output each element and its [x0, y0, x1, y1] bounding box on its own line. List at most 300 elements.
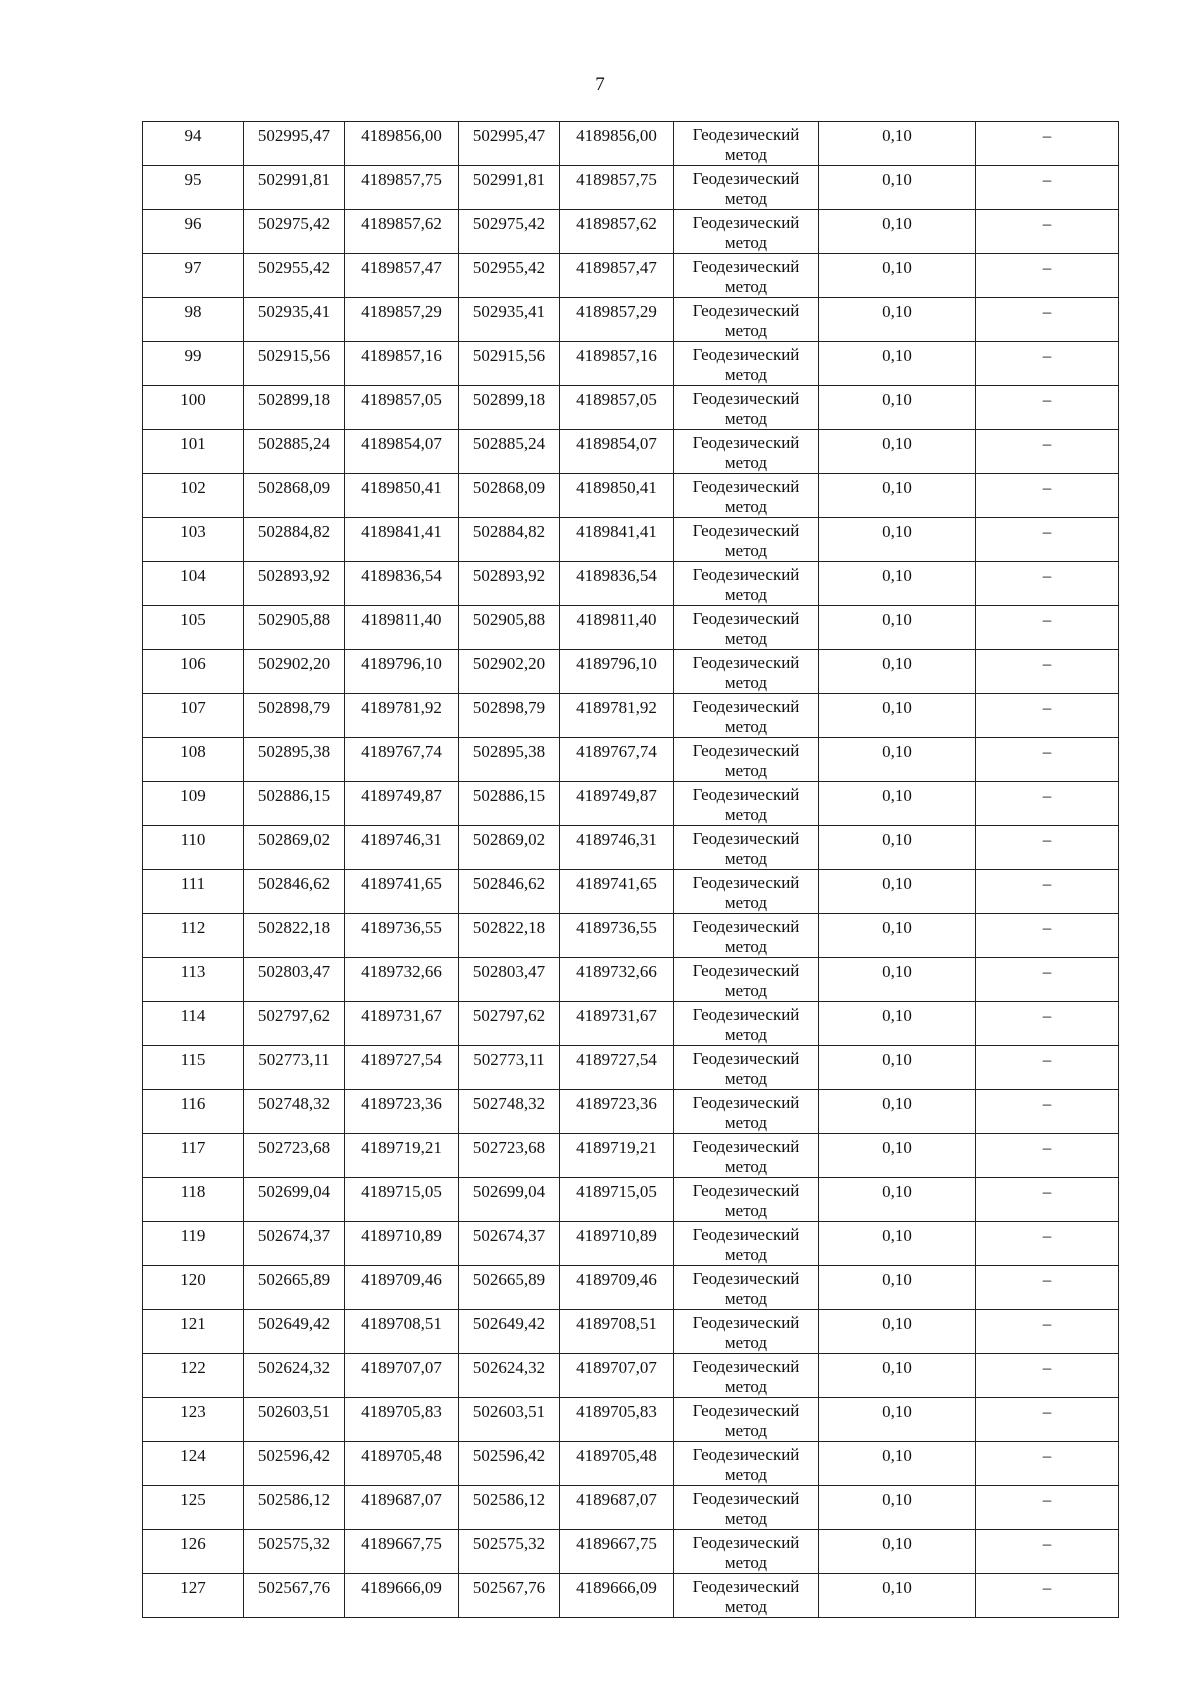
x-refined-cell: 502868,09 [459, 474, 560, 518]
y-refined-cell: 4189667,75 [560, 1530, 674, 1574]
x-existing-cell: 502898,79 [244, 694, 345, 738]
table-row [143, 1486, 1119, 1530]
description-cell: – [976, 1002, 1119, 1046]
y-existing-cell: 4189857,05 [345, 386, 459, 430]
method-line-1: Геодезический [692, 1181, 800, 1200]
method-line-2: метод [724, 629, 768, 648]
method-cell [674, 958, 819, 1002]
point-number-cell: 108 [143, 738, 244, 782]
point-number-cell: 122 [143, 1354, 244, 1398]
accuracy-cell: 0,10 [819, 342, 976, 386]
method-line-2: метод [724, 937, 768, 956]
accuracy-cell: 0,10 [819, 958, 976, 1002]
y-refined-cell: 4189856,00 [560, 122, 674, 166]
method-cell [674, 254, 819, 298]
y-refined-cell: 4189719,21 [560, 1134, 674, 1178]
point-number-cell: 96 [143, 210, 244, 254]
x-existing-cell: 502699,04 [244, 1178, 345, 1222]
method-line-1: Геодезический [692, 1445, 800, 1464]
accuracy-cell: 0,10 [819, 1530, 976, 1574]
method-line-1: Геодезический [692, 1357, 800, 1376]
method-line-2: метод [724, 145, 768, 164]
y-existing-cell: 4189857,29 [345, 298, 459, 342]
y-refined-cell: 4189746,31 [560, 826, 674, 870]
method-line-2: метод [724, 453, 768, 472]
accuracy-cell: 0,10 [819, 650, 976, 694]
description-cell: – [976, 254, 1119, 298]
x-refined-cell: 502884,82 [459, 518, 560, 562]
method-line-2: метод [724, 981, 768, 1000]
x-existing-cell: 502955,42 [244, 254, 345, 298]
method-line-1: Геодезический [692, 169, 800, 188]
y-refined-cell: 4189857,05 [560, 386, 674, 430]
y-existing-cell: 4189667,75 [345, 1530, 459, 1574]
accuracy-cell: 0,10 [819, 1486, 976, 1530]
point-number-cell: 104 [143, 562, 244, 606]
x-refined-cell: 502991,81 [459, 166, 560, 210]
method-line-2: метод [724, 893, 768, 912]
method-line-2: метод [724, 1421, 768, 1440]
table-row [143, 1134, 1119, 1178]
method-cell [674, 1486, 819, 1530]
method-cell [674, 1002, 819, 1046]
table-row [143, 1266, 1119, 1310]
method-line-2: метод [724, 365, 768, 384]
method-line-2: метод [724, 321, 768, 340]
y-refined-cell: 4189705,83 [560, 1398, 674, 1442]
x-existing-cell: 502905,88 [244, 606, 345, 650]
x-existing-cell: 502991,81 [244, 166, 345, 210]
method-cell [674, 1354, 819, 1398]
method-line-1: Геодезический [692, 1093, 800, 1112]
method-line-1: Геодезический [692, 741, 800, 760]
method-line-2: метод [724, 1509, 768, 1528]
y-refined-cell: 4189736,55 [560, 914, 674, 958]
method-line-2: метод [724, 761, 768, 780]
y-existing-cell: 4189741,65 [345, 870, 459, 914]
description-cell: – [976, 1178, 1119, 1222]
table-row [143, 430, 1119, 474]
table-row [143, 1354, 1119, 1398]
x-refined-cell: 502915,56 [459, 342, 560, 386]
method-cell [674, 650, 819, 694]
x-existing-cell: 502893,92 [244, 562, 345, 606]
table-row [143, 386, 1119, 430]
x-refined-cell: 502603,51 [459, 1398, 560, 1442]
table-row [143, 210, 1119, 254]
description-cell: – [976, 1442, 1119, 1486]
y-refined-cell: 4189710,89 [560, 1222, 674, 1266]
y-existing-cell: 4189746,31 [345, 826, 459, 870]
x-refined-cell: 502886,15 [459, 782, 560, 826]
method-cell [674, 342, 819, 386]
x-refined-cell: 502898,79 [459, 694, 560, 738]
x-existing-cell: 502723,68 [244, 1134, 345, 1178]
method-cell [674, 738, 819, 782]
x-existing-cell: 502822,18 [244, 914, 345, 958]
coordinates-table [142, 121, 1119, 1618]
y-existing-cell: 4189749,87 [345, 782, 459, 826]
table-row [143, 342, 1119, 386]
method-cell [674, 1530, 819, 1574]
y-existing-cell: 4189854,07 [345, 430, 459, 474]
x-existing-cell: 502674,37 [244, 1222, 345, 1266]
method-line-1: Геодезический [692, 301, 800, 320]
x-existing-cell: 502649,42 [244, 1310, 345, 1354]
description-cell: – [976, 1354, 1119, 1398]
y-refined-cell: 4189850,41 [560, 474, 674, 518]
y-existing-cell: 4189857,47 [345, 254, 459, 298]
table-row [143, 1178, 1119, 1222]
description-cell: – [976, 782, 1119, 826]
description-cell: – [976, 166, 1119, 210]
point-number-cell: 99 [143, 342, 244, 386]
x-existing-cell: 502773,11 [244, 1046, 345, 1090]
point-number-cell: 117 [143, 1134, 244, 1178]
method-line-2: метод [724, 1553, 768, 1572]
description-cell: – [976, 386, 1119, 430]
x-existing-cell: 502995,47 [244, 122, 345, 166]
y-refined-cell: 4189767,74 [560, 738, 674, 782]
table-row [143, 1310, 1119, 1354]
table-row [143, 1398, 1119, 1442]
y-refined-cell: 4189836,54 [560, 562, 674, 606]
method-cell [674, 1134, 819, 1178]
x-refined-cell: 502935,41 [459, 298, 560, 342]
y-existing-cell: 4189732,66 [345, 958, 459, 1002]
y-existing-cell: 4189731,67 [345, 1002, 459, 1046]
method-line-2: метод [724, 849, 768, 868]
method-line-2: метод [724, 409, 768, 428]
accuracy-cell: 0,10 [819, 430, 976, 474]
x-refined-cell: 502899,18 [459, 386, 560, 430]
method-line-2: метод [724, 1069, 768, 1088]
method-cell [674, 1178, 819, 1222]
accuracy-cell: 0,10 [819, 870, 976, 914]
description-cell: – [976, 1574, 1119, 1618]
description-cell: – [976, 1046, 1119, 1090]
method-cell [674, 1574, 819, 1618]
method-line-1: Геодезический [692, 917, 800, 936]
method-cell [674, 1090, 819, 1134]
y-existing-cell: 4189723,36 [345, 1090, 459, 1134]
y-refined-cell: 4189857,62 [560, 210, 674, 254]
description-cell: – [976, 342, 1119, 386]
method-line-1: Геодезический [692, 961, 800, 980]
y-existing-cell: 4189708,51 [345, 1310, 459, 1354]
accuracy-cell: 0,10 [819, 1046, 976, 1090]
point-number-cell: 97 [143, 254, 244, 298]
table-row [143, 1574, 1119, 1618]
x-refined-cell: 502893,92 [459, 562, 560, 606]
method-line-2: метод [724, 189, 768, 208]
method-cell [674, 1398, 819, 1442]
table-row [143, 166, 1119, 210]
x-existing-cell: 502869,02 [244, 826, 345, 870]
point-number-cell: 102 [143, 474, 244, 518]
method-cell [674, 782, 819, 826]
x-existing-cell: 502803,47 [244, 958, 345, 1002]
y-refined-cell: 4189857,16 [560, 342, 674, 386]
y-existing-cell: 4189736,55 [345, 914, 459, 958]
table-row [143, 870, 1119, 914]
y-existing-cell: 4189781,92 [345, 694, 459, 738]
point-number-cell: 123 [143, 1398, 244, 1442]
point-number-cell: 109 [143, 782, 244, 826]
description-cell: – [976, 518, 1119, 562]
y-refined-cell: 4189731,67 [560, 1002, 674, 1046]
accuracy-cell: 0,10 [819, 1002, 976, 1046]
method-line-1: Геодезический [692, 1269, 800, 1288]
point-number-cell: 120 [143, 1266, 244, 1310]
point-number-cell: 103 [143, 518, 244, 562]
y-existing-cell: 4189856,00 [345, 122, 459, 166]
y-refined-cell: 4189723,36 [560, 1090, 674, 1134]
method-line-1: Геодезический [692, 125, 800, 144]
description-cell: – [976, 1486, 1119, 1530]
x-refined-cell: 502885,24 [459, 430, 560, 474]
y-refined-cell: 4189715,05 [560, 1178, 674, 1222]
x-existing-cell: 502895,38 [244, 738, 345, 782]
table-row [143, 826, 1119, 870]
y-refined-cell: 4189781,92 [560, 694, 674, 738]
x-refined-cell: 502586,12 [459, 1486, 560, 1530]
method-line-2: метод [724, 1025, 768, 1044]
accuracy-cell: 0,10 [819, 386, 976, 430]
y-refined-cell: 4189749,87 [560, 782, 674, 826]
y-refined-cell: 4189796,10 [560, 650, 674, 694]
method-line-2: метод [724, 1245, 768, 1264]
method-line-1: Геодезический [692, 1225, 800, 1244]
y-refined-cell: 4189687,07 [560, 1486, 674, 1530]
method-cell [674, 1310, 819, 1354]
x-existing-cell: 502748,32 [244, 1090, 345, 1134]
x-refined-cell: 502902,20 [459, 650, 560, 694]
point-number-cell: 115 [143, 1046, 244, 1090]
point-number-cell: 119 [143, 1222, 244, 1266]
table-row [143, 1222, 1119, 1266]
point-number-cell: 127 [143, 1574, 244, 1618]
y-refined-cell: 4189707,07 [560, 1354, 674, 1398]
y-existing-cell: 4189857,75 [345, 166, 459, 210]
description-cell: – [976, 1090, 1119, 1134]
method-line-1: Геодезический [692, 257, 800, 276]
y-refined-cell: 4189709,46 [560, 1266, 674, 1310]
x-refined-cell: 502665,89 [459, 1266, 560, 1310]
x-existing-cell: 502846,62 [244, 870, 345, 914]
accuracy-cell: 0,10 [819, 298, 976, 342]
y-existing-cell: 4189719,21 [345, 1134, 459, 1178]
x-existing-cell: 502885,24 [244, 430, 345, 474]
method-line-1: Геодезический [692, 1577, 800, 1596]
accuracy-cell: 0,10 [819, 518, 976, 562]
method-cell [674, 1266, 819, 1310]
point-number-cell: 111 [143, 870, 244, 914]
x-existing-cell: 502868,09 [244, 474, 345, 518]
description-cell: – [976, 1398, 1119, 1442]
accuracy-cell: 0,10 [819, 1222, 976, 1266]
description-cell: – [976, 606, 1119, 650]
method-cell [674, 1222, 819, 1266]
method-line-1: Геодезический [692, 521, 800, 540]
y-refined-cell: 4189854,07 [560, 430, 674, 474]
y-existing-cell: 4189709,46 [345, 1266, 459, 1310]
x-existing-cell: 502935,41 [244, 298, 345, 342]
x-refined-cell: 502748,32 [459, 1090, 560, 1134]
x-existing-cell: 502603,51 [244, 1398, 345, 1442]
y-existing-cell: 4189687,07 [345, 1486, 459, 1530]
method-cell [674, 298, 819, 342]
x-existing-cell: 502624,32 [244, 1354, 345, 1398]
method-line-1: Геодезический [692, 1489, 800, 1508]
method-line-2: метод [724, 805, 768, 824]
point-number-cell: 118 [143, 1178, 244, 1222]
method-cell [674, 386, 819, 430]
y-refined-cell: 4189741,65 [560, 870, 674, 914]
accuracy-cell: 0,10 [819, 914, 976, 958]
x-existing-cell: 502596,42 [244, 1442, 345, 1486]
table-row [143, 474, 1119, 518]
method-cell [674, 474, 819, 518]
accuracy-cell: 0,10 [819, 1134, 976, 1178]
method-cell [674, 430, 819, 474]
accuracy-cell: 0,10 [819, 1310, 976, 1354]
method-line-1: Геодезический [692, 433, 800, 452]
y-existing-cell: 4189715,05 [345, 1178, 459, 1222]
x-refined-cell: 502955,42 [459, 254, 560, 298]
x-existing-cell: 502884,82 [244, 518, 345, 562]
y-refined-cell: 4189857,75 [560, 166, 674, 210]
description-cell: – [976, 650, 1119, 694]
accuracy-cell: 0,10 [819, 1090, 976, 1134]
method-cell [674, 122, 819, 166]
point-number-cell: 107 [143, 694, 244, 738]
method-line-1: Геодезический [692, 1137, 800, 1156]
description-cell: – [976, 694, 1119, 738]
y-existing-cell: 4189857,62 [345, 210, 459, 254]
x-refined-cell: 502803,47 [459, 958, 560, 1002]
description-cell: – [976, 1134, 1119, 1178]
y-existing-cell: 4189796,10 [345, 650, 459, 694]
y-existing-cell: 4189836,54 [345, 562, 459, 606]
table-row [143, 958, 1119, 1002]
table-row [143, 694, 1119, 738]
x-existing-cell: 502567,76 [244, 1574, 345, 1618]
description-cell: – [976, 914, 1119, 958]
method-line-2: метод [724, 717, 768, 736]
x-refined-cell: 502674,37 [459, 1222, 560, 1266]
accuracy-cell: 0,10 [819, 1398, 976, 1442]
x-refined-cell: 502624,32 [459, 1354, 560, 1398]
method-line-2: метод [724, 233, 768, 252]
y-existing-cell: 4189767,74 [345, 738, 459, 782]
method-line-2: метод [724, 1333, 768, 1352]
y-existing-cell: 4189850,41 [345, 474, 459, 518]
method-cell [674, 210, 819, 254]
x-existing-cell: 502586,12 [244, 1486, 345, 1530]
page-number: 7 [595, 74, 605, 95]
description-cell: – [976, 826, 1119, 870]
y-existing-cell: 4189705,83 [345, 1398, 459, 1442]
method-line-2: метод [724, 1157, 768, 1176]
method-line-1: Геодезический [692, 609, 800, 628]
method-line-2: метод [724, 497, 768, 516]
method-line-1: Геодезический [692, 653, 800, 672]
description-cell: – [976, 1222, 1119, 1266]
x-refined-cell: 502995,47 [459, 122, 560, 166]
description-cell: – [976, 1530, 1119, 1574]
method-cell [674, 826, 819, 870]
accuracy-cell: 0,10 [819, 562, 976, 606]
table-row [143, 1046, 1119, 1090]
point-number-cell: 106 [143, 650, 244, 694]
description-cell: – [976, 562, 1119, 606]
method-cell [674, 166, 819, 210]
point-number-cell: 124 [143, 1442, 244, 1486]
method-line-2: метод [724, 1289, 768, 1308]
point-number-cell: 125 [143, 1486, 244, 1530]
table-row [143, 1002, 1119, 1046]
y-refined-cell: 4189708,51 [560, 1310, 674, 1354]
accuracy-cell: 0,10 [819, 826, 976, 870]
x-existing-cell: 502575,32 [244, 1530, 345, 1574]
y-existing-cell: 4189727,54 [345, 1046, 459, 1090]
x-existing-cell: 502886,15 [244, 782, 345, 826]
point-number-cell: 114 [143, 1002, 244, 1046]
description-cell: – [976, 1310, 1119, 1354]
point-number-cell: 110 [143, 826, 244, 870]
method-line-2: метод [724, 585, 768, 604]
table-row [143, 254, 1119, 298]
x-refined-cell: 502822,18 [459, 914, 560, 958]
method-line-2: метод [724, 1113, 768, 1132]
x-existing-cell: 502902,20 [244, 650, 345, 694]
method-line-1: Геодезический [692, 1401, 800, 1420]
table-row [143, 562, 1119, 606]
accuracy-cell: 0,10 [819, 1266, 976, 1310]
x-refined-cell: 502846,62 [459, 870, 560, 914]
point-number-cell: 113 [143, 958, 244, 1002]
method-cell [674, 1442, 819, 1486]
method-line-2: метод [724, 1597, 768, 1616]
x-refined-cell: 502723,68 [459, 1134, 560, 1178]
method-line-2: метод [724, 673, 768, 692]
x-existing-cell: 502797,62 [244, 1002, 345, 1046]
method-line-1: Геодезический [692, 829, 800, 848]
method-line-1: Геодезический [692, 345, 800, 364]
method-line-1: Геодезический [692, 1313, 800, 1332]
x-refined-cell: 502773,11 [459, 1046, 560, 1090]
point-number-cell: 126 [143, 1530, 244, 1574]
accuracy-cell: 0,10 [819, 738, 976, 782]
method-line-2: метод [724, 541, 768, 560]
description-cell: – [976, 298, 1119, 342]
y-refined-cell: 4189811,40 [560, 606, 674, 650]
accuracy-cell: 0,10 [819, 210, 976, 254]
point-number-cell: 105 [143, 606, 244, 650]
y-refined-cell: 4189732,66 [560, 958, 674, 1002]
description-cell: – [976, 122, 1119, 166]
table-row [143, 1530, 1119, 1574]
accuracy-cell: 0,10 [819, 1442, 976, 1486]
method-line-1: Геодезический [692, 785, 800, 804]
method-line-2: метод [724, 1377, 768, 1396]
y-existing-cell: 4189705,48 [345, 1442, 459, 1486]
accuracy-cell: 0,10 [819, 1354, 976, 1398]
accuracy-cell: 0,10 [819, 122, 976, 166]
table-row [143, 782, 1119, 826]
accuracy-cell: 0,10 [819, 1178, 976, 1222]
